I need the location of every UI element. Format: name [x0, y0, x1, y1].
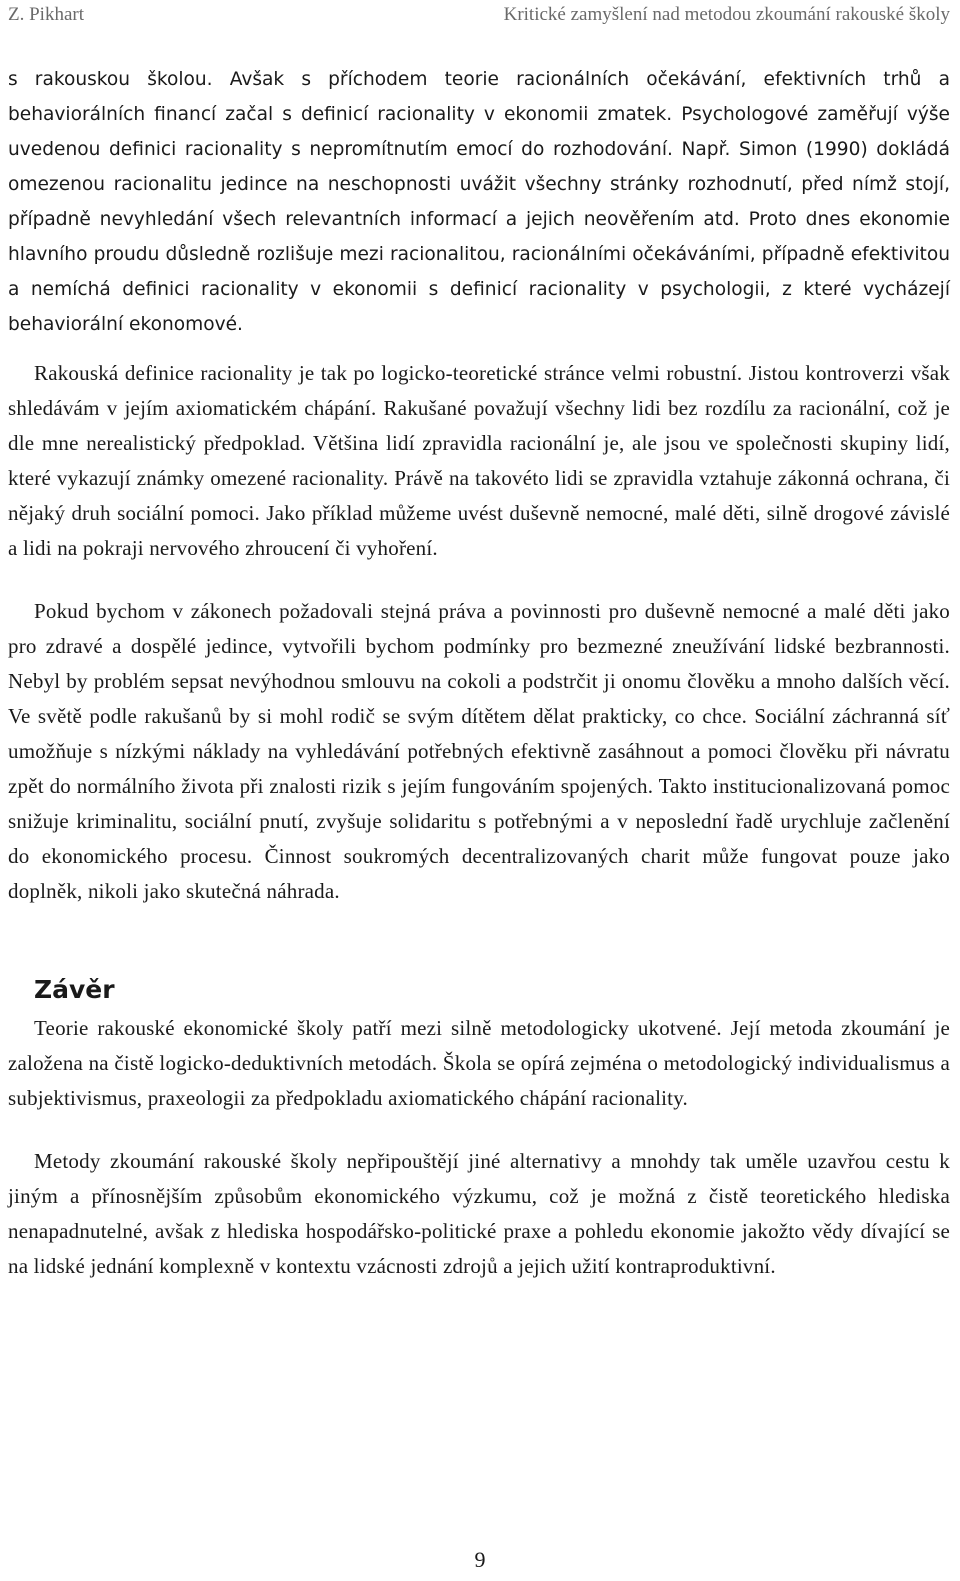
paragraph-1: s rakouskou školou. Avšak s příchodem teorie racionálních očekávání, efektivních trhů a behaviorálních financí začal s definicí racionality v ekonomii zmatek. Psychologové zaměřují výše uvedenou definici racionality s nepromítnutím emocí do rozhodování. Např. Simon (1990) dokládá omezenou racionalitu jedince na neschopnosti uvážit všechny stránky rozhodnutí, před nímž stojí, případně nevyhledání všech relevantních informací a jejich neověřením atd. Proto dnes ekonomie hlavního proudu důsledně rozlišuje mezi racionalitou, racionálními očekáváními, případně efektivitou a nemíchá definici racionality v ekonomii s definicí racionality v psychologii, z které vycházejí behaviorální ekonomové.	[8, 69, 950, 335]
conclusion-paragraph-2: Metody zkoumání rakouské školy nepřipouštějí jiné alternativy a mnohdy tak uměle uzavřou cestu k jiným a přínosnějším způsobům ekonomického výzkumu, což je možná z čistě teoretického hlediska nenapadnutelné, avšak z hlediska hospodářsko-politické praxe a pohledu ekonomie jakožto vědy dívající se na lidské jednání komplexně v kontextu vzácnosti zdrojů a jejich užití kontraproduktivní.	[8, 1149, 950, 1278]
conclusion-paragraph-1: Teorie rakouské ekonomické školy patří mezi silně metodologicky ukotvené. Její metoda zkoumání je založena na čistě logicko-deduktivních metodách. Škola se opírá zejména o metodologický individualismus a subjektivismus, praxeologii za předpokladu axiomatického chápání racionality.	[8, 1016, 950, 1110]
paragraph-3: Pokud bychom v zákonech požadovali stejná práva a povinnosti pro duševně nemocné a malé děti jako pro zdravé a dospělé jedince, vytvořili bychom podmínky pro bezmezné zneužívání lidské bezbrannosti. Nebyl by problém sepsat nevýhodnou smlouvu na cokoli a podstrčit ji onomu člověku a mnoho dalších věcí. Ve světě podle rakušanů by si mohl rodič se svým dítětem dělat prakticky, co chce. Sociální záchranná síť umožňuje s nízkými náklady na vyhledávání potřebných efektivně zasáhnout a pomoci člověku při návratu zpět do normálního života při znalosti rizik s jejím fungováním spojených. Takto institucionalizovaná pomoc snižuje kriminalitu, sociální pnutí, zvyšuje solidaritu s potřebnými a v neposlední řadě urychluje začlenění do ekonomického procesu. Činnost soukromých decentralizovaných charit může fungovat pouze jako doplněk, nikoli jako skutečná náhrada.	[8, 599, 950, 903]
page-body	[8, 62, 950, 1284]
paragraph-2: Rakouská definice racionality je tak po logicko-teoretické stránce velmi robustní. Jistou kontroverzi však shledávám v jejím axiomatickém chápání. Rakušané považují všechny lidi bez rozdílu za racionální, což je dle mne nerealistický předpoklad. Většina lidí zpravidla racionální je, ale jsou ve společnosti skupiny lidí, které vykazují známky omezené racionality. Právě na takovéto lidi se zpravidla vztahuje zákonná ochrana, či nějaký druh sociální pomoci. Jako příklad můžeme uvést duševně nemocné, malé děti, silně drogové závislé a lidi na pokraji nervového zhroucení či vyhoření.	[8, 361, 950, 560]
page-number: 9	[474, 1547, 486, 1572]
header-title: Kritické zamyšlení nad metodou zkoumání rakouské školy	[503, 4, 950, 25]
running-header	[8, 4, 950, 32]
section-heading: Závěr	[34, 975, 115, 1004]
header-author: Z. Pikhart	[8, 4, 84, 25]
